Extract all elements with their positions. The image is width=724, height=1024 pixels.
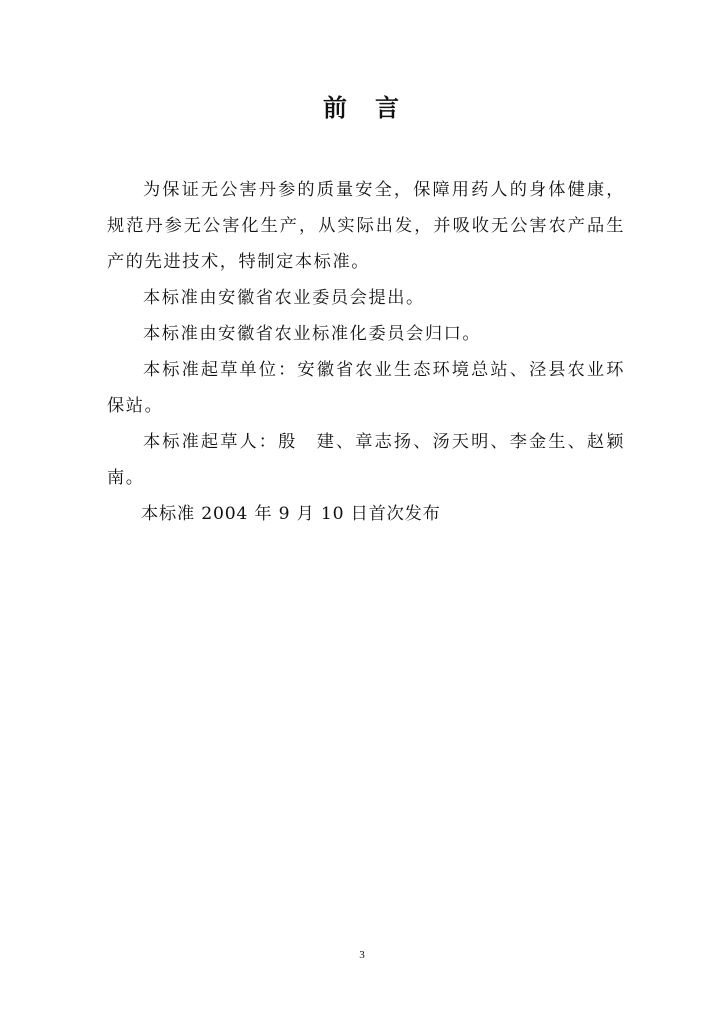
page-title: 前 言: [323, 94, 401, 122]
paragraph-purpose: 为保证无公害丹参的质量安全，保障用药人的身体健康，规范丹参无公害化生产，从实际出发，并吸收无公害农产品生产的先进技术，特制定本标准。: [107, 180, 625, 272]
paragraph-proposer: 本标准由安徽省农业委员会提出。: [143, 288, 425, 308]
paragraph-drafters: 本标准起草人：殷 建、章志扬、汤天明、李金生、赵颖南。: [107, 432, 625, 488]
foreword-body: [107, 172, 625, 532]
paragraph-centralized-unit: 本标准由安徽省农业标准化委员会归口。: [143, 324, 482, 344]
paragraph-drafting-units: 本标准起草单位：安徽省农业生态环境总站、泾县农业环保站。: [107, 360, 625, 416]
page-number: 3: [359, 949, 365, 961]
paragraph-release-date: 本标准 2004 年 9 月 10 日首次发布: [141, 504, 441, 524]
